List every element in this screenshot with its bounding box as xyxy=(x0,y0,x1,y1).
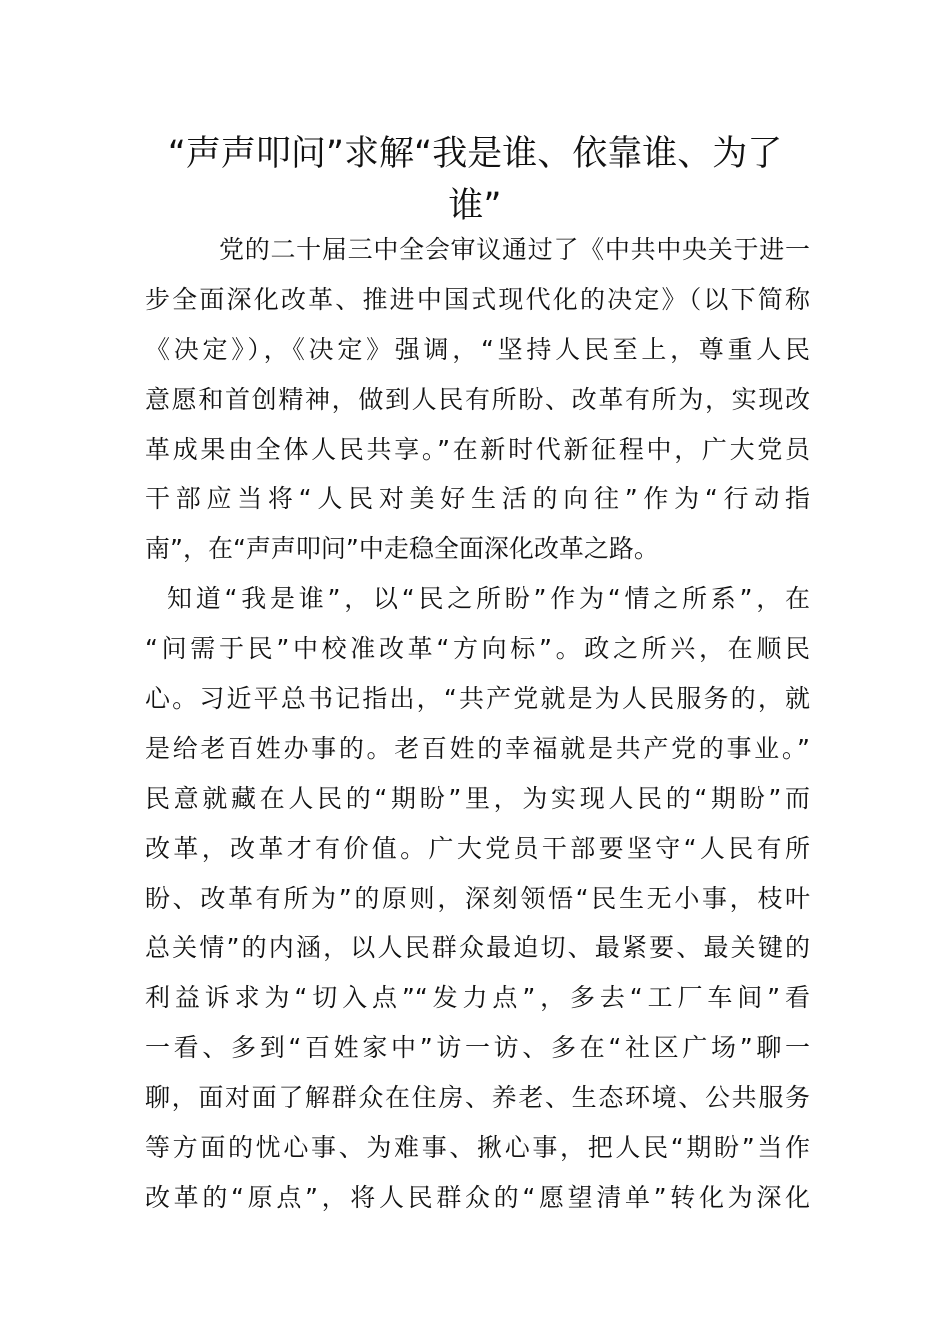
text-line: 是给老百姓办事的。老百姓的幸福就是共产党的事业。” xyxy=(145,733,810,763)
text-line: 聊，面对面了解群众在住房、养老、生态环境、公共服务 xyxy=(145,1083,810,1113)
title-line: “声声叩问”求解“我是谁、依靠谁、为了 xyxy=(167,134,783,174)
text-line: 改革，改革才有价值。广大党员干部要坚守“人民有所 xyxy=(145,833,810,863)
text-line: 知道“我是谁”，以“民之所盼”作为“情之所系”，在 xyxy=(167,584,810,614)
text-line: 心。习近平总书记指出，“共产党就是为人民服务的，就 xyxy=(145,684,810,714)
text-line: 步全面深化改革、推进中国式现代化的决定》（以下简称 xyxy=(145,284,810,314)
text-line: 改革的“原点”，将人民群众的“愿望清单”转化为深化 xyxy=(145,1182,810,1212)
text-line: 南”，在“声声叩问”中走稳全面深化改革之路。 xyxy=(145,534,659,564)
document-title xyxy=(140,128,810,232)
text-line: “问需于民”中校准改革“方向标”。政之所兴，在顺民 xyxy=(145,634,810,664)
text-line: 盼、改革有所为”的原则，深刻领悟“民生无小事，枝叶 xyxy=(145,883,810,913)
paragraph-2 xyxy=(145,574,810,1223)
paragraph-1 xyxy=(145,225,810,574)
text-line: 党的二十届三中全会审议通过了《中共中央关于进一 xyxy=(219,235,810,264)
text-line: 意愿和首创精神，做到人民有所盼、改革有所为，实现改 xyxy=(145,384,810,414)
text-line: 总关情”的内涵，以人民群众最迫切、最紧要、最关键的 xyxy=(145,933,810,963)
text-line: 干部应当将“人民对美好生活的向往”作为“行动指 xyxy=(145,484,810,514)
text-line: 《决定》），《决定》强调，“坚持人民至上，尊重人民 xyxy=(145,334,810,364)
text-line: 利益诉求为“切入点”“发力点”，多去“工厂车间”看 xyxy=(145,983,810,1013)
text-line: 一看、多到“百姓家中”访一访、多在“社区广场”聊一 xyxy=(145,1033,810,1063)
title-line: 谁” xyxy=(448,186,502,226)
text-line: 革成果由全体人民共享。”在新时代新征程中，广大党员 xyxy=(145,434,810,464)
text-line: 等方面的忧心事、为难事、揪心事，把人民“期盼”当作 xyxy=(145,1133,810,1163)
document-body xyxy=(145,225,810,1223)
text-line: 民意就藏在人民的“期盼”里，为实现人民的“期盼”而 xyxy=(145,783,810,813)
